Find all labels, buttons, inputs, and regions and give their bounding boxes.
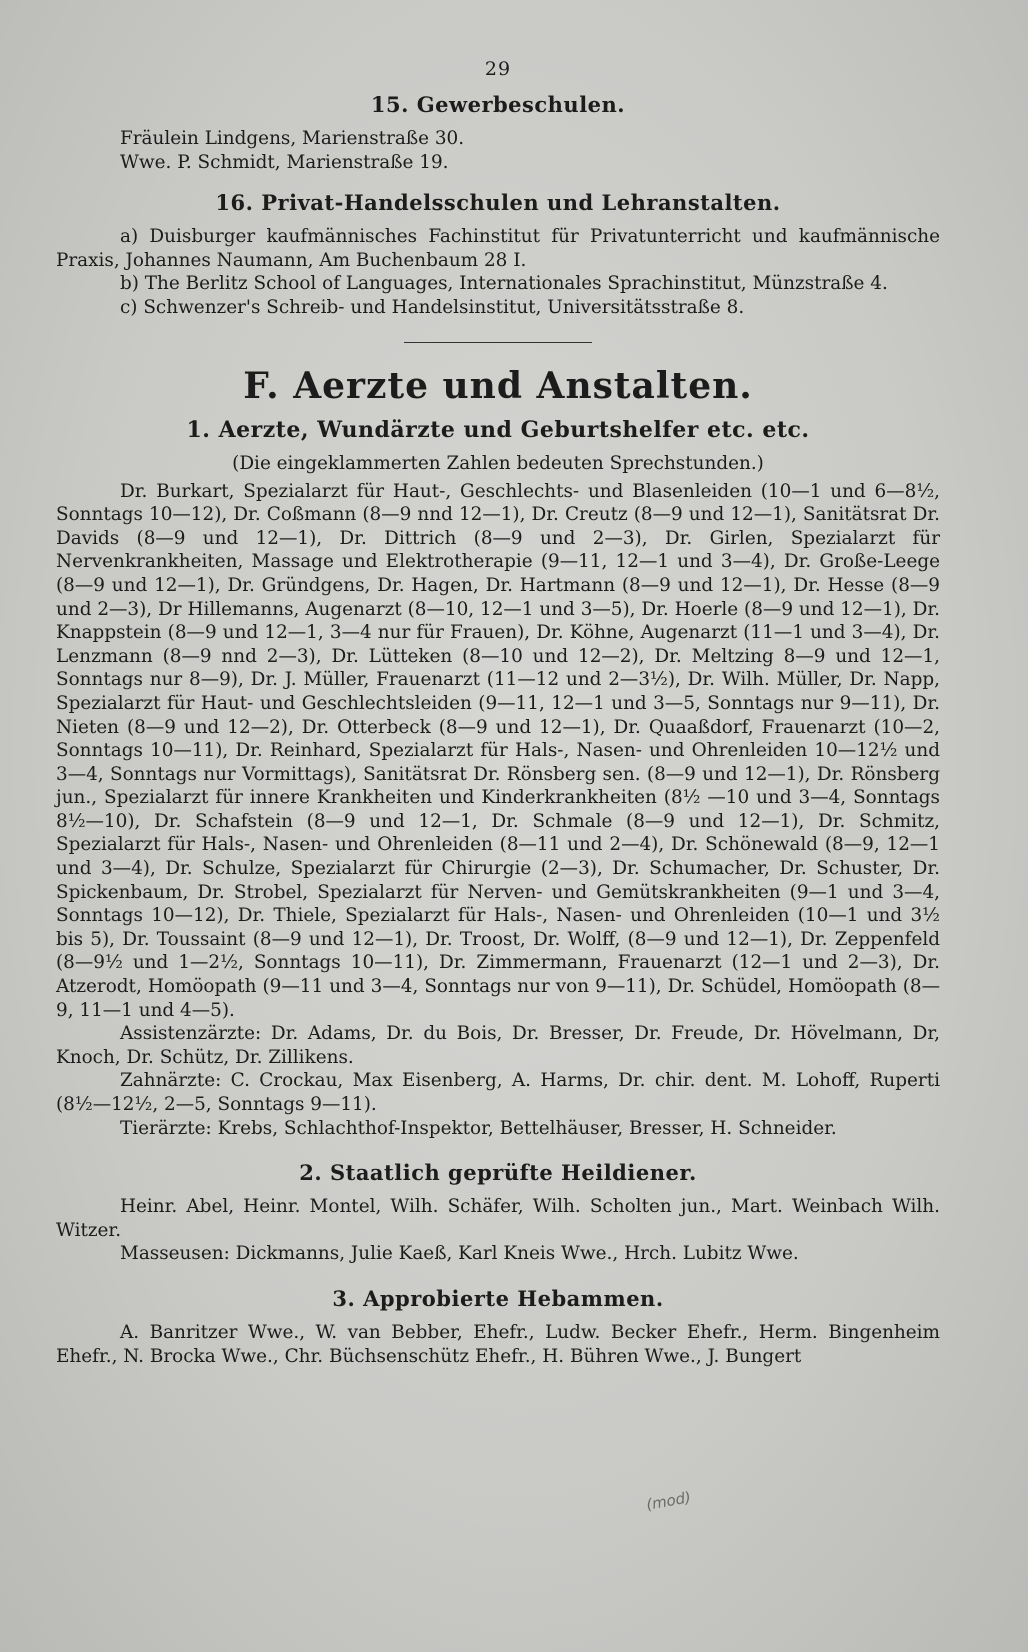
s15-line-1: Fräulein Lindgens, Marienstraße 30.	[120, 128, 465, 149]
section-f1-note: (Die eingeklammerten Zahlen bedeuten Sprechstunden.)	[232, 452, 764, 474]
section-f1-title: 1. Aerzte, Wundärzte und Geburtshelfer etc. etc.	[186, 416, 810, 443]
s16-item-b: b) The Berlitz School of Languages, Internationales Sprachinstitut, Münzstraße 4.	[120, 273, 888, 295]
dentists: Zahnärzte: C. Crockau, Max Eisenberg, A. Harms, Dr. chir. dent. M. Lohoff, Ruperti (8½—12½, 2—5, Sonntags 9—11).	[56, 1070, 940, 1115]
doctors-list: Dr. Burkart, Spezialarzt für Haut-, Geschlechts- und Blasenleiden (10—1 und 6—8½, Sonntags 10—12), Dr. Coßmann (8—9 nnd 12—1), Dr. Creutz (8—9 und 12—1), Sanitätsrat Dr. Davids (8—9 und 12—1), Dr. Dittrich (8—9 und 2—3), Dr. Girlen, Spezialarzt für Nervenkrankheiten, Massage und Elektrotherapie (9—11, 12—1 und 3—4), Dr. Große-Leege (8—9 und 12—1), Dr. Gründgens, Dr. Hagen, Dr. Hartmann (8—9 und 12—1), Dr. Hesse (8—9 und 2—3), Dr Hillemanns, Augenarzt (8—10, 12—1 und 3—5), Dr. Hoerle (8—9 und 12—1), Dr. Knappstein (8—9 und 12—1, 3—4 nur für Frauen), Dr. Köhne, Augenarzt (11—1 und 3—4), Dr. Lenzmann (8—9 nnd 2—3), Dr. Lütteken (8—10 und 12—2), Dr. Meltzing 8—9 und 12—1, Sonntags nur 8—9), Dr. J. Müller, Frauenarzt (11—12 und 2—3½), Dr. Wilh. Müller, Dr. Napp, Spezialarzt für Haut- und Geschlechtsleiden (9—11, 12—1 und 3—5, Sonntags nur 9—11), Dr. Nieten (8—9 und 12—2), Dr. Otterbeck (8—9 und 12—1), Dr. Quaaßdorf, Frauenarzt (10—2, Sonntags 10—11), Dr. Reinhard, Spezialarzt für Hals-, Nasen- und Ohrenleiden 10—12½ und 3—4, Sonntags nur Vormittags), Sanitätsrat Dr. Rönsberg sen. (8—9 und 12—1), Dr. Rönsberg jun., Spezialarzt für innere Krankheiten und Kinderkrankheiten (8½ —10 und 3—4, Sonntags 8½—10), Dr. Schafstein (8—9 und 12—1, Dr. Schmale (8—9 und 12—1), Dr. Schmitz, Spezialarzt für Hals-, Nasen- und Ohrenleiden (8—11 und 2—4), Dr. Schönewald (8—9, 12—1 und 3—4), Dr. Schulze, Spezialarzt für Chirurgie (2—3), Dr. Schumacher, Dr. Schuster, Dr. Spickenbaum, Dr. Strobel, Spezialarzt für Nerven- und Gemütskrankheiten (9—1 und 3—4, Sonntags 10—12), Dr. Thiele, Spezialarzt für Hals-, Nasen- und Ohrenleiden (10—1 und 3½ bis 5), Dr. Toussaint (8—9 und 12—1), Dr. Troost, Dr. Wolff, (8—9 und 12—1), Dr. Zeppenfeld (8—9½ und 1—2½, Sonntags 10—11), Dr. Zimmermann, Frauenarzt (12—1 und 2—3), Dr. Atzerodt, Homöopath (9—11 und 3—4, Sonntags nur von 9—11), Dr. Schüdel, Homöopath (8—9, 11—1 und 4—5).	[56, 480, 940, 1021]
divider-rule	[404, 342, 592, 343]
handwritten-note: (mod)	[644, 1488, 693, 1514]
heildiener-list: Heinr. Abel, Heinr. Montel, Wilh. Schäfer, Wilh. Scholten jun., Mart. Weinbach Wilh. Witzer.	[56, 1196, 940, 1241]
s15-line-2: Wwe. P. Schmidt, Marienstraße 19.	[120, 151, 449, 173]
hebammen-list: A. Banritzer Wwe., W. van Bebber, Ehefr., Ludw. Becker Ehefr., Herm. Bingenheim Ehefr., N. Brocka Wwe., Chr. Büchsenschütz Ehefr., H. Bühren Wwe., J. Bungert	[56, 1321, 940, 1367]
section-15-title: 15. Gewerbeschulen.	[370, 92, 626, 117]
section-16-title: 16. Privat-Handelsschulen und Lehranstalten.	[215, 190, 781, 216]
veterinarians: Tierärzte: Krebs, Schlachthof-Inspektor, Bettelhäuser, Bresser, H. Schneider.	[120, 1117, 837, 1139]
assistant-doctors: Assistenzärzte: Dr. Adams, Dr. du Bois, Dr. Bresser, Dr. Freude, Dr. Hövelmann, Dr, Knoch, Dr. Schütz, Dr. Zillikens.	[56, 1023, 940, 1068]
s16-item-a: a) Duisburger kaufmännisches Fachinstitut für Privatunterricht und kaufmännische Praxis, Johannes Naumann, Am Buchenbaum 28 I.	[56, 226, 940, 271]
section-f-title: F. Aerzte und Anstalten.	[243, 364, 753, 407]
masseusen-list: Masseusen: Dickmanns, Julie Kaeß, Karl Kneis Wwe., Hrch. Lubitz Wwe.	[120, 1243, 799, 1265]
section-f2-title: 2. Staatlich geprüfte Heildiener.	[299, 1160, 697, 1186]
s16-item-c: c) Schwenzer's Schreib- und Handelsinstitut, Universitätsstraße 8.	[120, 296, 745, 318]
page-number: 29	[484, 58, 512, 80]
section-f3-title: 3. Approbierte Hebammen.	[332, 1285, 664, 1311]
